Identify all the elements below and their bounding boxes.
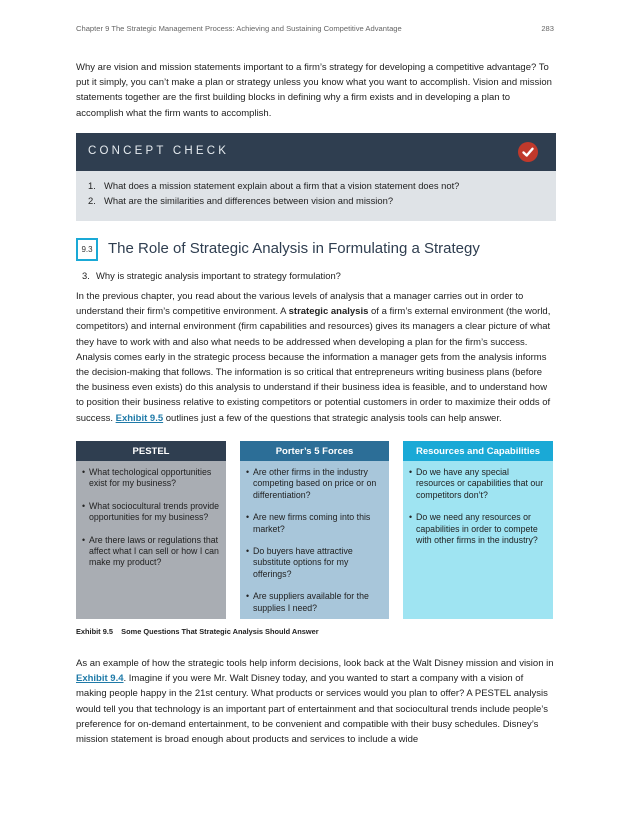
body-paragraph: In the previous chapter, you read about the various levels of analysis that a manager carries out in order to understand their firm’s competitive environment. A strategic analysis of a firm’s external environment (the world, competitors) and internal environment (firm capabilities and resources) gives its managers a clear picture of what they have to work with and also what needs to be addressed when developing a plan for the firm’s success. Analysis comes early in the strategic process because the information a manager gets from the analysis informs the decision-making that follows. The information is so critical that entrepreneurs writing business plans (before the business even exists) do this analysis to understand if their business idea is feasible, and to understand how to position their business relative to existing competitors or potential customers in order to maximize their odds of success. Exhibit 9.5 outlines just a few of the questions that strategic analysis tools can help answer. bbox=[76, 291, 551, 424]
pestel-column bbox=[76, 441, 226, 619]
exhibit-9-5-link[interactable]: Exhibit 9.5 bbox=[115, 412, 164, 424]
chapter-title: Chapter 9 The Strategic Management Process: Achieving and Sustaining Competitive Advantage bbox=[76, 24, 402, 33]
concept-check-title: CONCEPT CHECK bbox=[88, 145, 230, 157]
intro-paragraph: Why are vision and mission statements important to a firm’s strategy for developing a competitive advantage? To put it simply, you can’t make a plan or strategy unless you know what you want to accomplish. Vision and mission statements together are the first building blocks in defining why a firm exists and in developing a plan to accomplish what the firm wants to accomplish. bbox=[76, 62, 552, 119]
resources-capabilities-column bbox=[403, 441, 553, 619]
bullet-item: • Are there laws or regulations that affect what I can sell or how I can make my product? bbox=[82, 534, 219, 568]
learning-objective: 3. Why is strategic analysis important to strategy formulation? bbox=[82, 270, 341, 281]
exhibit-caption: Exhibit 9.5 Some Questions That Strategic Analysis Should Answer bbox=[76, 627, 319, 636]
bullet-item: • Are suppliers available for the supplies I need? bbox=[246, 591, 369, 613]
page-header bbox=[76, 24, 554, 36]
exhibit-9-5-figure bbox=[76, 441, 553, 619]
column-heading: PESTEL bbox=[76, 441, 226, 461]
concept-check-box bbox=[76, 133, 556, 221]
concept-check-item: 2. What are the similarities and differences between vision and mission? bbox=[88, 195, 394, 206]
column-body bbox=[403, 461, 553, 546]
column-heading: Resources and Capabilities bbox=[403, 441, 553, 461]
bullet-item: • What sociocultural trends provide opportunities for my business? bbox=[82, 500, 220, 523]
column-heading: Porter’s 5 Forces bbox=[240, 441, 389, 461]
bullet-item: • Are other firms in the industry competing based on price or on differentiation? bbox=[246, 467, 377, 500]
bullet-item: • Do we need any resources or capabilities in order to compete with other firms in the industry? bbox=[409, 512, 538, 546]
bullet-item: • Do buyers have attractive substitute options for my offerings? bbox=[246, 546, 353, 579]
section-number-badge: 9.3 bbox=[76, 238, 98, 261]
concept-check-item: 1. What does a mission statement explain about a firm that a vision statement does not? bbox=[88, 180, 460, 191]
bullet-item: • Do we have any special resources or capabilities that our competitors don’t? bbox=[409, 467, 544, 500]
closing-paragraph: As an example of how the strategic tools help inform decisions, look back at the Walt Disney mission and vision in Exhibit 9.4. Imagine if you were Mr. Walt Disney today, and you wanted to start a company with a vision of making people happy in the 21st century. What products or services would you plan to offer? A PESTEL analysis would tell you that technology is an important part of entertainment and that sociocultural trends include people’s preference for on-demand entertainment, to be convenient and compatible with their busy schedules. Disney’s mission statement is broad enough about products and services to include a wide bbox=[76, 658, 554, 746]
porters-5-forces-column bbox=[240, 441, 389, 619]
page-number: 283 bbox=[541, 24, 554, 33]
concept-check-list bbox=[88, 178, 459, 208]
concept-check-header bbox=[76, 133, 556, 171]
section-title: The Role of Strategic Analysis in Formulating a Strategy bbox=[108, 240, 480, 257]
bullet-item: • Are new firms coming into this market? bbox=[246, 512, 371, 534]
checkmark-icon bbox=[518, 142, 538, 162]
bullet-item: • What techological opportunities exist for my business? bbox=[82, 467, 212, 489]
column-body bbox=[76, 461, 226, 569]
exhibit-9-4-link[interactable]: Exhibit 9.4 bbox=[76, 673, 124, 685]
column-body bbox=[240, 461, 389, 614]
